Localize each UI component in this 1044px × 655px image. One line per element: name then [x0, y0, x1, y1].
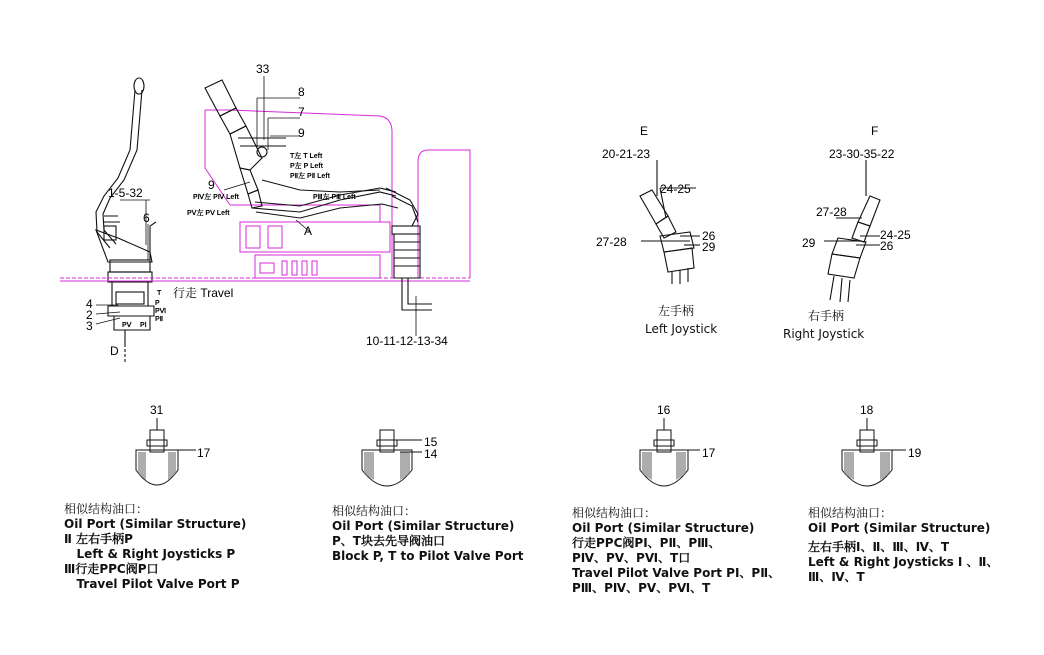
- right-joystick-caption-en: Right Joystick: [783, 327, 865, 341]
- left-joystick-top-parts: 20-21-23: [602, 147, 651, 161]
- label-small-t: T: [157, 290, 162, 297]
- right-joystick-caption-zh: 右手柄: [808, 309, 845, 323]
- left-joystick-24-25: 24-25: [660, 182, 691, 196]
- fitting-4: [842, 418, 906, 486]
- fitting-3-caption: [572, 506, 780, 596]
- label-small-pv: PⅤ: [122, 322, 132, 329]
- left-joystick-26: 26: [702, 229, 716, 243]
- left-joystick-caption-en: Left Joystick: [645, 322, 718, 336]
- fitting-2-side: 14: [424, 447, 438, 461]
- fitting-4-caption: [808, 506, 998, 585]
- fitting-1-side: 17: [197, 446, 211, 460]
- label-3: 3: [86, 319, 93, 333]
- right-joystick-top-parts: 23-30-35-22: [829, 147, 895, 161]
- fitting-2-caption-line: Block P, T to Pilot Valve Port: [332, 549, 524, 563]
- right-joystick-letter: F: [871, 124, 879, 138]
- label-6: 6: [143, 211, 150, 225]
- left-joystick-drawing: [640, 160, 700, 284]
- label-piv-left: PⅣ左 PⅣ Left: [193, 194, 239, 201]
- label-9-upper: 9: [298, 126, 305, 140]
- label-pv-left: PⅤ左 PⅤ Left: [187, 210, 230, 217]
- label-pii-left: PⅡ左 PⅡ Left: [290, 173, 330, 180]
- label-1-5-32: 1-5-32: [108, 186, 143, 200]
- fitting-3-caption-line: 行走PPC阀PⅠ、PⅡ、PⅢ、: [572, 536, 721, 550]
- label-small-pii: PⅡ: [155, 316, 164, 323]
- fitting-4-caption-line: 左右手柄Ⅰ、Ⅱ、Ⅲ、Ⅳ、T: [808, 540, 950, 554]
- label-8: 8: [298, 85, 305, 99]
- fitting-4-caption-line: Left & Right Joysticks Ⅰ 、Ⅱ、: [808, 555, 999, 569]
- label-A: A: [304, 224, 313, 238]
- label-small-p: P: [155, 300, 160, 307]
- fitting-3-caption-line: PⅣ、PⅤ、PⅥ、T口: [572, 551, 691, 565]
- fitting-2-caption-line: 相似结构油口：: [332, 504, 417, 518]
- label-D: D: [110, 344, 119, 358]
- label-33: 33: [256, 62, 270, 76]
- right-joystick-24-25: 24-25: [880, 228, 911, 242]
- label-9-lower: 9: [208, 178, 215, 192]
- fitting-3-caption-line: PⅢ、PⅣ、PⅤ、PⅥ、T: [572, 581, 711, 595]
- fitting-3-side: 17: [702, 446, 716, 460]
- left-joystick-29: 29: [702, 240, 716, 254]
- fitting-3-caption-line: 相似结构油口：: [572, 506, 657, 520]
- fitting-1-top: 31: [150, 403, 164, 417]
- fitting-1-caption-line: Travel Pilot Valve Port P: [64, 577, 240, 591]
- label-travel: 行走 Travel: [173, 286, 234, 300]
- fitting-3-top: 16: [657, 403, 671, 417]
- fitting-2-caption: [332, 504, 523, 564]
- fitting-2-caption-line: Oil Port (Similar Structure): [332, 519, 515, 533]
- fitting-3-caption-line: Oil Port (Similar Structure): [572, 521, 755, 535]
- label-piii-left: PⅢ左 PⅢ Left: [313, 194, 356, 201]
- left-joystick-letter: E: [640, 124, 649, 138]
- right-joystick-27-28: 27-28: [816, 205, 847, 219]
- fitting-3-caption-line: Travel Pilot Valve Port PⅠ、PⅡ、: [572, 566, 781, 580]
- fitting-2-top: 15: [424, 435, 438, 449]
- label-p-left: P左 P Left: [290, 163, 323, 170]
- fitting-4-caption-line: Ⅲ、Ⅳ、T: [808, 570, 865, 584]
- fitting-4-side: 19: [908, 446, 922, 460]
- left-joystick-27-28: 27-28: [596, 235, 627, 249]
- right-joystick-drawing: [824, 160, 880, 302]
- fitting-4-caption-line: Oil Port (Similar Structure): [808, 521, 991, 535]
- right-joystick-29: 29: [802, 236, 816, 250]
- fitting-1: [136, 418, 196, 485]
- left-joystick-caption-zh: 左手柄: [658, 304, 695, 318]
- label-bottom-parts: 10-11-12-13-34: [366, 334, 448, 348]
- label-t-left: T左 T Left: [290, 153, 323, 160]
- fitting-2: [362, 430, 422, 486]
- label-small-pi: PⅠ: [140, 322, 147, 329]
- label-2: 2: [86, 308, 93, 322]
- label-4: 4: [86, 297, 93, 311]
- fitting-1-caption-line: Oil Port (Similar Structure): [64, 517, 247, 531]
- fitting-2-caption-line: P、T块去先导阀油口: [332, 534, 445, 548]
- fitting-1-caption-line: 相似结构油口：: [64, 502, 149, 516]
- fitting-4-top: 18: [860, 403, 874, 417]
- right-joystick-26: 26: [880, 239, 894, 253]
- fitting-4-caption-line: 相似结构油口：: [808, 506, 893, 520]
- fitting-1-caption: [64, 502, 246, 592]
- label-small-pvi: PⅥ: [155, 308, 167, 315]
- fitting-3: [640, 418, 700, 486]
- fitting-1-caption-line: Left & Right Joysticks P: [64, 547, 236, 561]
- fitting-1-caption-line: Ⅲ行走PPC阀P口: [64, 562, 159, 576]
- label-7: 7: [298, 105, 305, 119]
- fitting-1-caption-line: Ⅱ 左右手柄P: [64, 532, 133, 546]
